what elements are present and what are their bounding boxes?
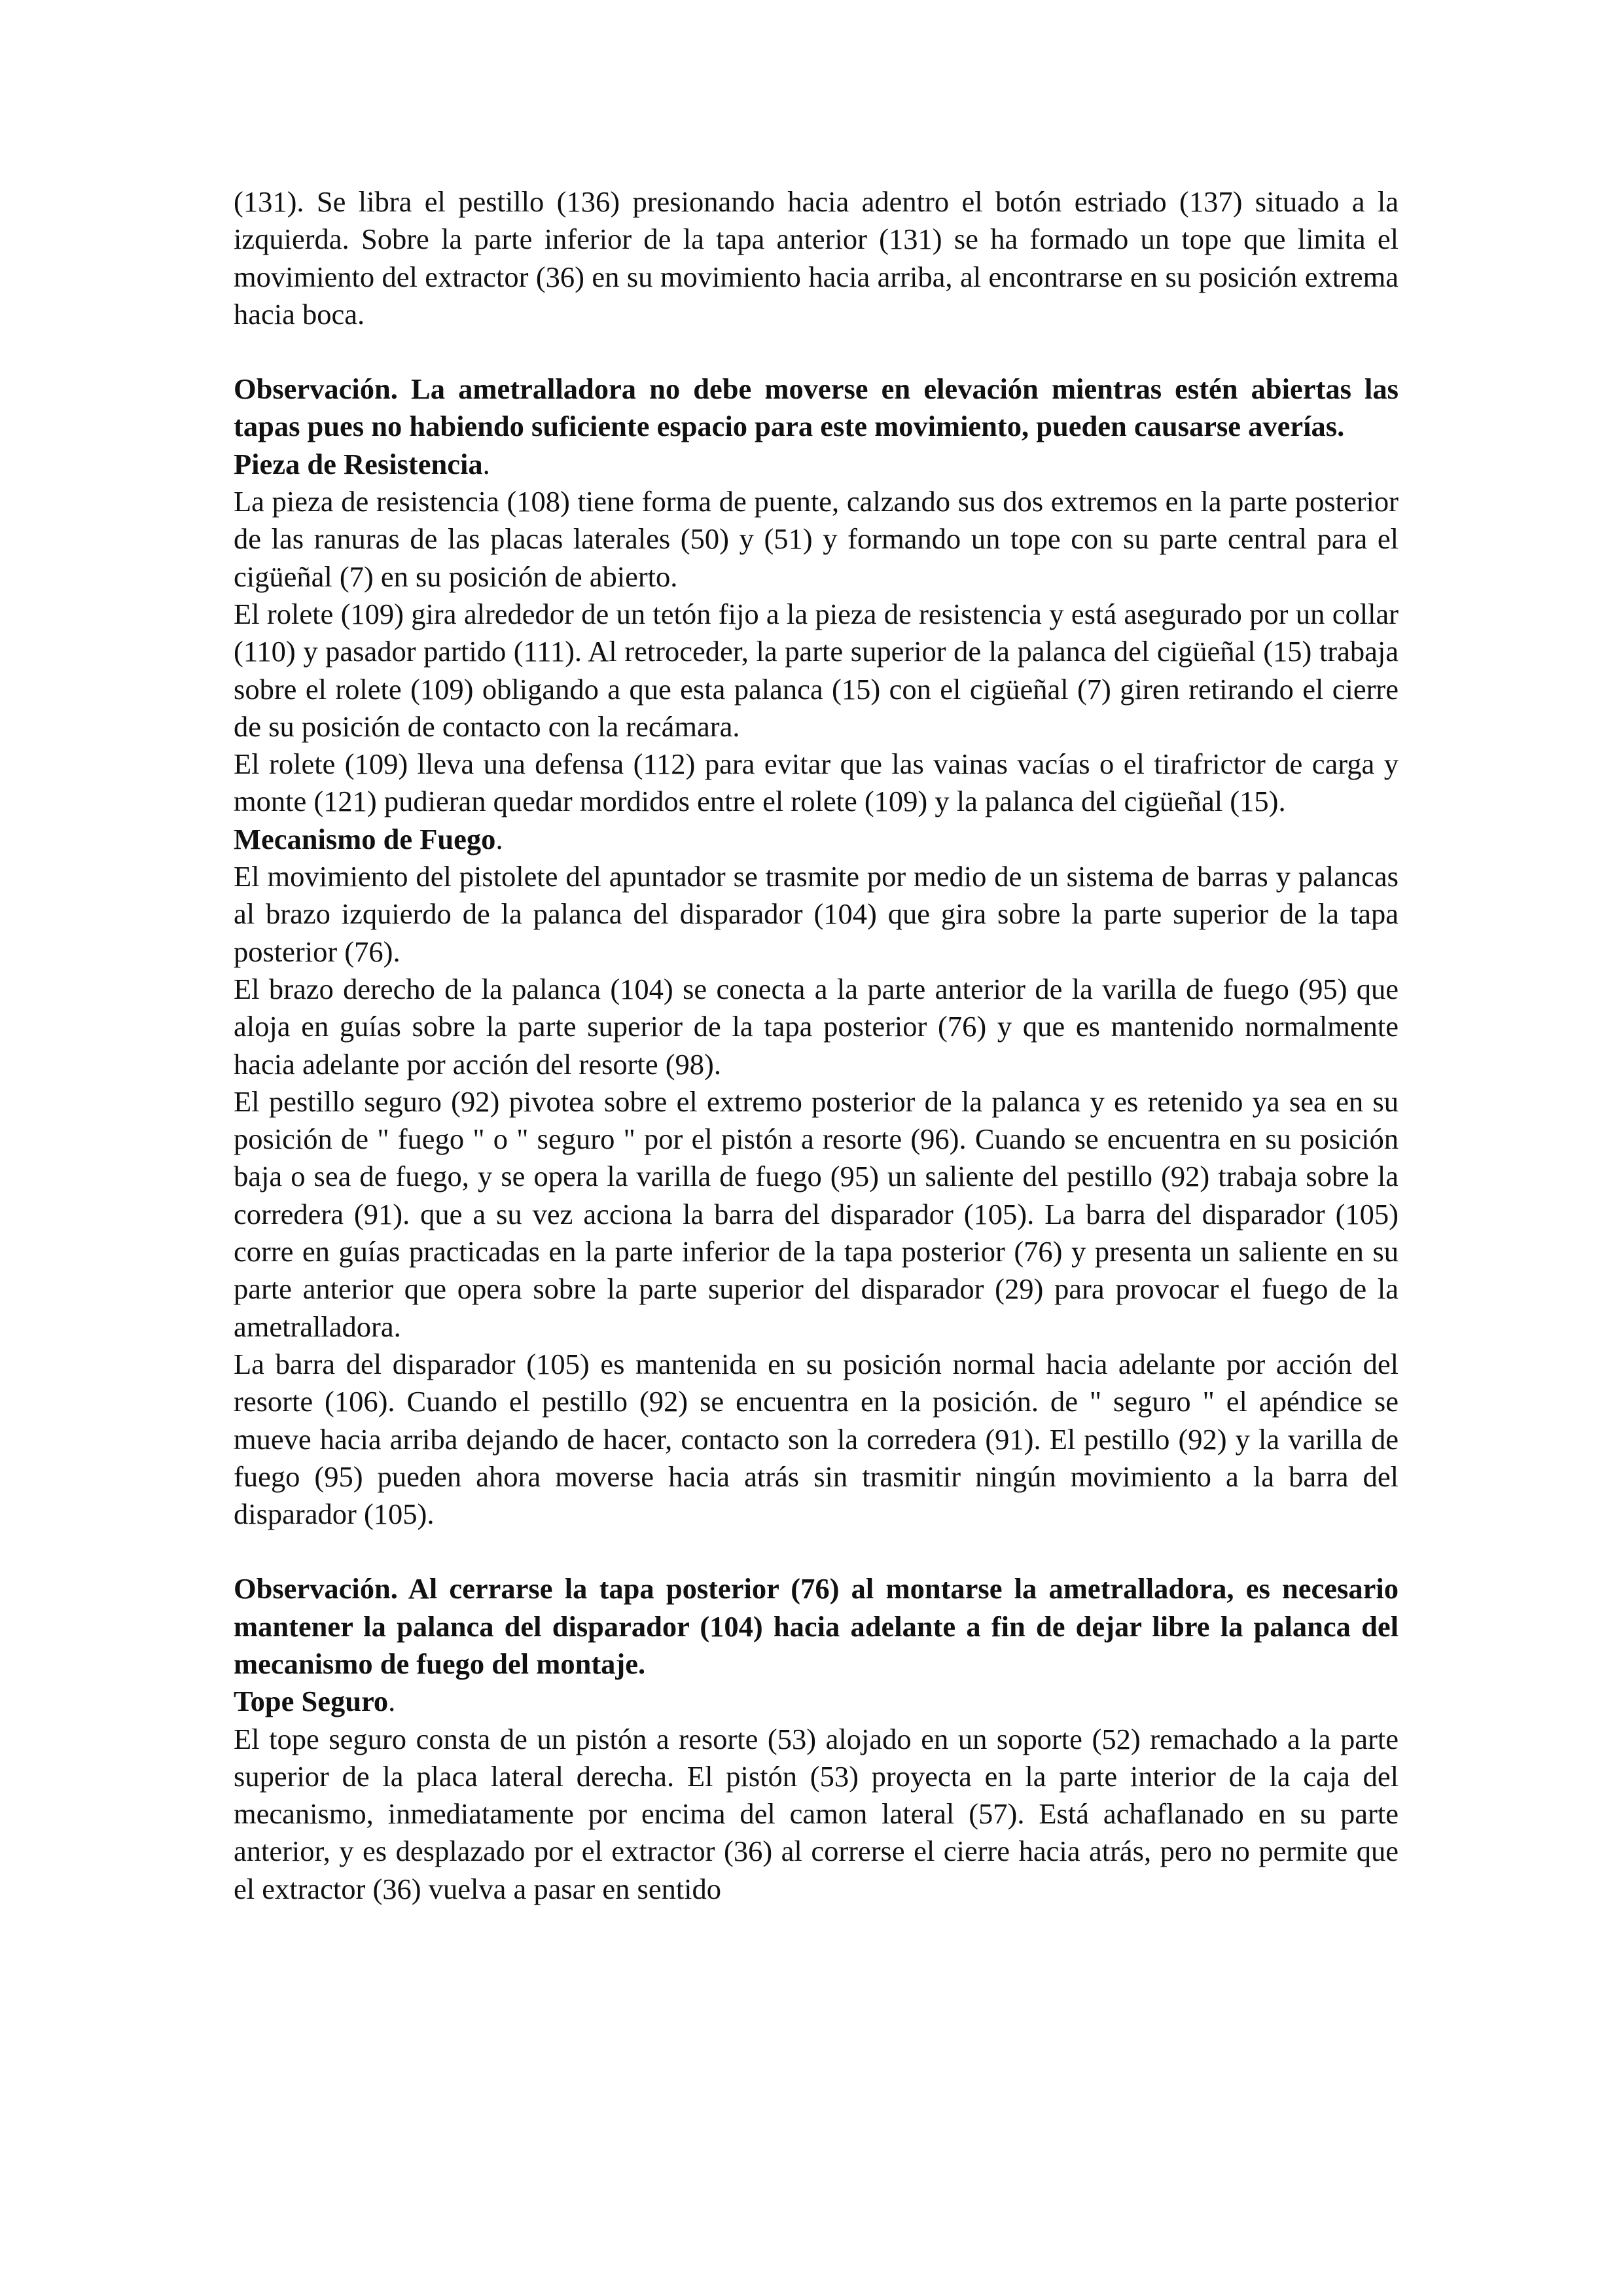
observation-note-1: Observación. La ametralladora no debe moverse en elevación mientras estén abiertas las tapas pues no habiendo suficiente espacio para este movimiento, pueden causarse averías. <box>234 372 1399 443</box>
mecanismo-paragraph-1: El movimiento del pistolete del apuntador se trasmite por medio de un sistema de barras y palancas al brazo izquierdo de la palanca del disparador (104) que gira sobre la parte superior de la tapa posterior (76). <box>234 860 1399 968</box>
section-title-tope: Tope Seguro <box>234 1685 389 1718</box>
intro-paragraph: (131). Se libra el pestillo (136) presionando hacia adentro el botón estriado (137) situado a la izquierda. Sobre la parte inferior de la tapa anterior (131) se ha formado un tope que limita el movimiento del extractor (36) en su movimiento hacia arriba, al encontrarse en su posición extrema hacia boca. <box>234 185 1399 331</box>
section-title-pieza: Pieza de Resistencia <box>234 447 483 480</box>
section-title-mecanismo: Mecanismo de Fuego <box>234 822 496 855</box>
heading-period: . <box>388 1685 396 1718</box>
mecanismo-paragraph-3: El pestillo seguro (92) pivotea sobre el extremo posterior de la palanca y es retenido ya sea en su posición de " fuego " o " seguro " por el pistón a resorte (96). Cuando se encuentra en su posición baja o sea de fuego, y se opera la varilla de fuego (95) un saliente del pestillo (92) trabaja sobre la corredera (91). que a su vez acciona la barra del disparador (105). La barra del disparador (105) corre en guías practicadas en la parte inferior de la tapa posterior (76) y presenta un saliente en su parte anterior que opera sobre la parte superior del disparador (29) para provocar el fuego de la ametralladora. <box>234 1085 1399 1343</box>
tope-paragraph-1: El tope seguro consta de un pistón a resorte (53) alojado en un soporte (52) remachado a la parte superior de la placa lateral derecha. El pistón (53) proyecta en la parte interior de la caja del mecanismo, inmediatamente por encima del camon lateral (57). Está achaflanado en su parte anterior, y es desplazado por el extractor (36) al correrse el cierre hacia atrás, pero no permite que el extractor (36) vuelva a pasar en sentido <box>234 1722 1399 1905</box>
document-page <box>234 183 1399 1908</box>
observation-note-2: Observación. Al cerrarse la tapa posterior (76) al montarse la ametralladora, es necesario mantener la palanca del disparador (104) hacia adelante a fin de dejar libre la palanca del mecanismo de fuego del montaje. <box>234 1572 1399 1680</box>
heading-period: . <box>495 822 503 855</box>
mecanismo-paragraph-2: El brazo derecho de la palanca (104) se conecta a la parte anterior de la varilla de fuego (95) que aloja en guías sobre la parte superior de la tapa posterior (76) y que es mantenido normalmente hacia adelante por acción del resorte (98). <box>234 972 1399 1081</box>
pieza-paragraph-3: El rolete (109) lleva una defensa (112) para evitar que las vainas vacías o el tirafrictor de carga y monte (121) pudieran quedar mordidos entre el rolete (109) y la palanca del cigüeñal (15). <box>234 747 1399 818</box>
section-heading-tope <box>234 1683 1399 1720</box>
heading-period: . <box>482 447 490 480</box>
pieza-paragraph-2: El rolete (109) gira alrededor de un tetón fijo a la pieza de resistencia y está asegurado por un collar (110) y pasador partido (111). Al retroceder, la parte superior de la palanca del cigüeñal (15) trabaja sobre el rolete (109) obligando a que esta palanca (15) con el cigüeñal (7) giren retirando el cierre de su posición de contacto con la recámara. <box>234 597 1399 743</box>
mecanismo-paragraph-4: La barra del disparador (105) es mantenida en su posición normal hacia adelante por acción del resorte (106). Cuando el pestillo (92) se encuentra en la posición. de " seguro " el apéndice se mueve hacia arriba dejando de hacer, contacto son la corredera (91). El pestillo (92) y la varilla de fuego (95) pueden ahora moverse hacia atrás sin trasmitir ningún movimiento a la barra del disparador (105). <box>234 1347 1399 1531</box>
pieza-paragraph-1: La pieza de resistencia (108) tiene forma de puente, calzando sus dos extremos en la parte posterior de las ranuras de las placas laterales (50) y (51) y formando un tope con su parte central para el cigüeñal (7) en su posición de abierto. <box>234 485 1399 593</box>
section-heading-mecanismo <box>234 821 1399 858</box>
section-heading-pieza <box>234 446 1399 483</box>
